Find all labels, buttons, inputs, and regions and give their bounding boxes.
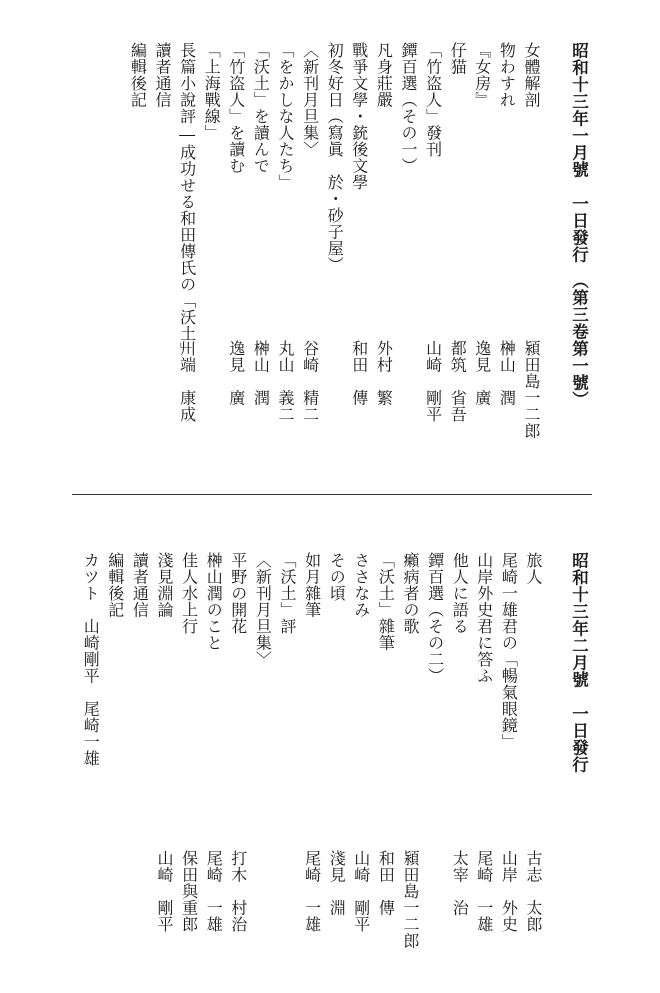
toc-entry-title: 榊山潤のこと xyxy=(204,552,224,651)
toc-entry-author: 潁田島一二郎 xyxy=(401,850,420,949)
toc-entry-title: 初冬好日（寫眞 於・砂子屋） xyxy=(325,42,345,273)
toc-entry-title: 「沃土」評 xyxy=(278,552,297,635)
toc-entry-author: 榊山 潤 xyxy=(251,340,271,406)
toc-entry-author: 谷崎 精二 xyxy=(300,340,320,423)
toc-entry-title: 「上海戰線」 xyxy=(202,42,222,141)
toc-entry-title: 女體解剖 xyxy=(522,42,541,108)
toc-entry-title: 平野の開花 xyxy=(228,552,248,635)
toc-entry-title: 如月雜筆 xyxy=(302,552,322,618)
toc-entry-title: 尾崎一雄君の「暢氣眼鏡」 xyxy=(499,552,519,750)
toc-entry-author: 山崎 剛平 xyxy=(351,850,371,933)
toc-entry-author: 太宰 治 xyxy=(450,850,470,916)
toc-entry-author: 尾崎 一雄 xyxy=(474,850,494,933)
toc-entry-author: 尾崎 一雄 xyxy=(204,850,224,933)
toc-entry-author: 淺見 淵 xyxy=(327,850,347,916)
toc-entry-title: 「沃土」を讀んで xyxy=(251,42,271,174)
issue2-heading: 昭和十三年二月號 一日發行 xyxy=(569,552,589,773)
toc-entry-author: 都筑 省吾 xyxy=(448,340,468,423)
toc-entry-title: ささなみ xyxy=(351,552,371,618)
toc-entry-title: 讀者通信 xyxy=(153,42,172,108)
toc-entry-title: 長篇小說評―成功せる和田傳氏の「沃土」 xyxy=(177,42,197,359)
toc-entry-author: 丸山 義二 xyxy=(276,340,295,423)
toc-entry-author: 山崎 剛平 xyxy=(423,340,443,423)
section-divider xyxy=(72,494,592,495)
toc-entry-author: 山岸 外史 xyxy=(499,850,519,933)
toc-entry-title: 〈新刊月旦集〉 xyxy=(300,42,320,158)
toc-entry-title: 佳人水上行 xyxy=(179,552,199,635)
toc-entry-author: 打木 村治 xyxy=(228,850,248,933)
toc-entry-author: 外村 繁 xyxy=(374,340,394,406)
toc-entry-author: 尾崎 一雄 xyxy=(302,850,322,933)
toc-entry-title: その頃 xyxy=(327,552,347,602)
toc-entry-author: 保田與重郎 xyxy=(179,850,199,933)
toc-entry-title: 〈新刊月旦集〉 xyxy=(253,552,273,668)
toc-entry-author: 山崎 剛平 xyxy=(155,850,174,933)
toc-entry-title: 鐔百選（その二） xyxy=(425,552,445,684)
toc-entry-author: 潁田島一二郎 xyxy=(522,340,541,439)
toc-entry-author: 和田 傳 xyxy=(376,850,396,916)
toc-entry-title: 癩病者の歌 xyxy=(401,552,420,635)
toc-entry-title: 「竹盗人」を讀む xyxy=(226,42,246,174)
toc-entry-title: 編輯後記 xyxy=(105,552,125,618)
toc-entry-title: カツト 山崎剛平 尾崎一雄 xyxy=(81,552,101,767)
toc-entry-title: 編輯後記 xyxy=(128,42,148,108)
toc-entry-title: 「竹盗人」發刊 xyxy=(423,42,443,158)
toc-entry-title: 他人に語る xyxy=(450,552,470,635)
toc-entry-author: 逸見 廣 xyxy=(226,340,246,406)
toc-entry-author: 逸見 廣 xyxy=(472,340,492,406)
toc-entry-title: 「をかしな人たち」 xyxy=(276,42,295,191)
toc-entry-title: 仔猫 xyxy=(448,42,468,75)
toc-entry-author: 榊山 潤 xyxy=(497,340,517,406)
issue1-heading: 昭和十三年一月號 一日發行 （第三卷第一號） xyxy=(569,42,589,408)
toc-entry-title: 鐔百選（その一） xyxy=(399,42,418,174)
toc-entry-author: 川端 康成 xyxy=(177,340,197,423)
toc-entry-title: 讀者通信 xyxy=(130,552,150,618)
toc-entry-title: 淺見淵論 xyxy=(155,552,174,618)
toc-entry-author: 和田 傳 xyxy=(349,340,369,406)
toc-entry-title: 山岸外史君に答ふ xyxy=(474,552,494,684)
toc-entry-title: 物わすれ xyxy=(497,42,517,108)
toc-entry-title: 旅人 xyxy=(524,552,543,585)
toc-entry-title: 戰爭文學・銃後文學 xyxy=(349,42,369,191)
toc-entry-title: 「沃土」雜筆 xyxy=(376,552,396,651)
toc-entry-title: 凡身莊嚴 xyxy=(374,42,394,108)
toc-entry-title: 『女房』 xyxy=(472,42,492,108)
toc-entry-author: 古志 太郎 xyxy=(524,850,543,933)
